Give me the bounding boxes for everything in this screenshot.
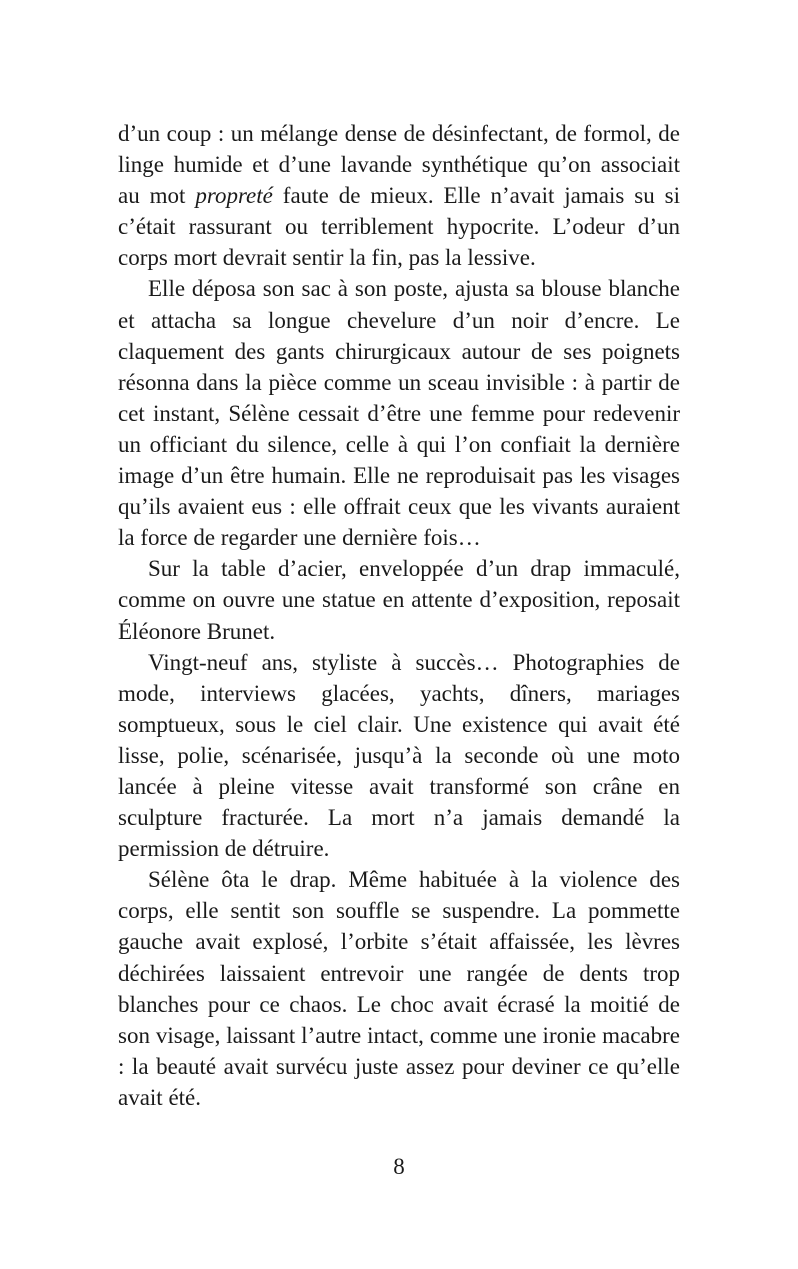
emphasized-word: propreté [195,183,273,209]
paragraph-text-start: d’un coup : un mélange dense de désinfectant, de formol, de linge humide et d’une lavande synthétique qu’on associait au mot [118,121,680,209]
paragraph-text-end: faute de mieux. Elle n’avait jamais su si c’était rassurant ou terriblement hypocrite. L’odeur d’un corps mort devrait sentir la fin, pas la lessive. [118,183,680,271]
paragraph: Sélène ôta le drap. Même habituée à la violence des corps, elle sentit son souffle se suspendre. La pommette gauche avait explosé, l’orbite s’était affaissée, les lèvres déchirées laissaient entrevoir une rangée de dents trop blanches pour ce chaos. Le choc avait écrasé la moitié de son visage, laissant l’autre intact, comme une ironie macabre : la beauté avait survécu juste assez pour deviner ce qu’elle avait été. [118,867,680,1110]
body-text [118,118,680,1113]
paragraph: Sur la table d’acier, enveloppée d’un drap immaculé, comme on ouvre une statue en attente d’exposition, reposait Éléonore Brunet. [118,556,680,644]
paragraph: Vingt-neuf ans, styliste à succès… Photographies de mode, interviews glacées, yachts, dîners, mariages somptueux, sous le ciel clair. Une existence qui avait été lisse, polie, scénarisée, jusqu’à la seconde où une moto lancée à pleine vitesse avait transformé son crâne en sculpture fracturée. La mort n’a jamais demandé la permission de détruire. [118,649,680,862]
page-number: 8 [393,1154,405,1179]
paragraph-continued [118,118,680,273]
paragraph: Elle déposa son sac à son poste, ajusta sa blouse blanche et attacha sa longue chevelure d’un noir d’encre. Le claquement des gants chirurgicaux autour de ses poignets résonna dans la pièce comme un sceau invisible : à partir de cet instant, Sélène cessait d’être une femme pour redevenir un officiant du silence, celle à qui l’on confiait la dernière image d’un être humain. Elle ne reproduisait pas les visages qu’ils avaient eus : elle offrait ceux que les vivants auraient la force de regarder une dernière fois… [118,276,680,551]
